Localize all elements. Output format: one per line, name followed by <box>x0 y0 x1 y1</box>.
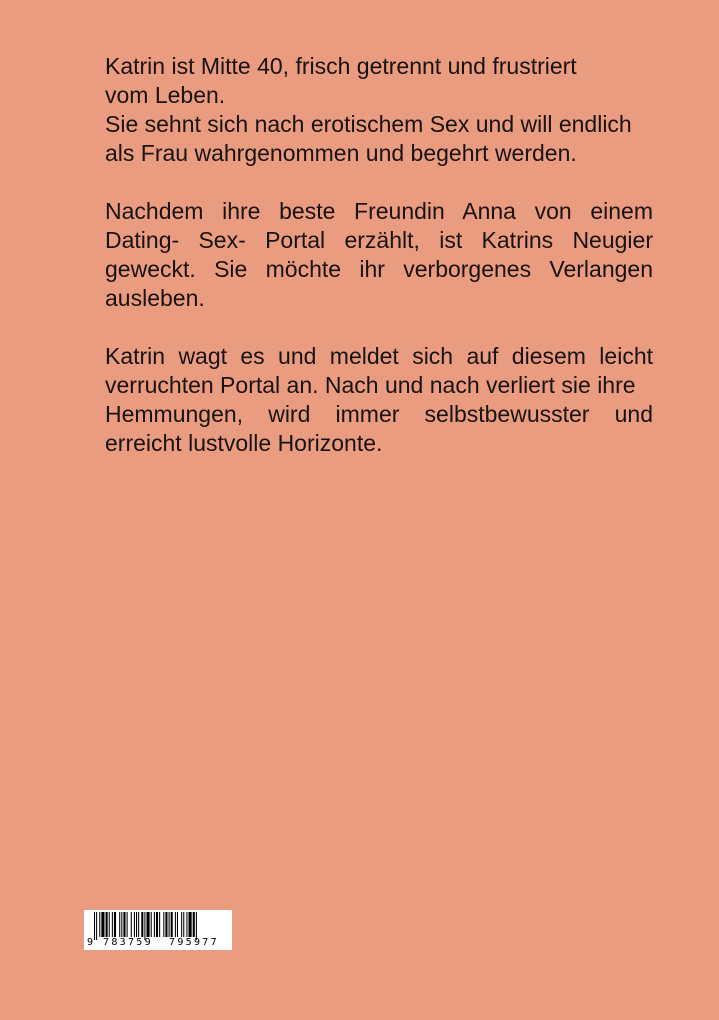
barcode-bar <box>171 912 173 937</box>
blurb-line: verruchten Portal an. Nach und nach verliert sie ihre <box>105 372 636 398</box>
barcode-bar <box>156 912 158 937</box>
barcode-bar <box>134 912 135 937</box>
isbn-barcode <box>84 910 232 950</box>
barcode-digits <box>84 937 232 949</box>
barcode-bar <box>186 912 187 937</box>
blurb-line: Dating- Sex- Portal erzählt, ist Katrins Neugier <box>105 227 653 253</box>
barcode-bar <box>127 912 128 937</box>
barcode-bar <box>163 912 164 937</box>
barcode-bar <box>99 912 100 937</box>
barcode-bar <box>114 912 116 937</box>
barcode-digit-group-left: 783759 <box>103 937 153 948</box>
barcode-bar <box>119 912 120 937</box>
barcode-bar <box>136 912 137 937</box>
barcode-bar <box>196 912 197 940</box>
blurb-paragraph-3 <box>105 342 653 458</box>
barcode-bar <box>181 912 182 937</box>
barcode-bar <box>141 912 143 937</box>
blurb-line: Katrin ist Mitte 40, frisch getrennt und frustriert <box>105 53 577 79</box>
barcode-bar <box>165 912 167 937</box>
barcode-bar <box>151 912 152 937</box>
blurb-paragraph-2 <box>105 197 653 313</box>
barcode-bar <box>112 912 113 937</box>
barcode-bar <box>177 912 178 937</box>
blurb-line: ausleben. <box>105 285 205 311</box>
blurb-line: vom Leben. <box>105 82 226 108</box>
blurb-line: erreicht lustvolle Horizonte. <box>105 430 383 456</box>
blurb-line: Katrin wagt es und meldet sich auf diesem leicht <box>105 343 653 369</box>
barcode-bar <box>106 912 108 937</box>
barcode-bar <box>94 912 95 940</box>
blurb-line: Hemmungen, wird immer selbstbewusster und <box>105 401 653 427</box>
barcode-bar <box>101 912 104 937</box>
barcode-bar <box>175 912 176 937</box>
barcode-bar <box>96 912 97 940</box>
barcode-bar <box>154 912 155 937</box>
barcode-bar <box>109 912 110 937</box>
blurb-text <box>105 52 653 487</box>
barcode-bar <box>147 912 150 937</box>
blurb-line: als Frau wahrgenommen und begehrt werden. <box>105 140 577 166</box>
blurb-line: Nachdem ihre beste Freundin Anna von einem <box>105 198 653 224</box>
blurb-paragraph-1 <box>105 52 653 168</box>
barcode-bar <box>183 912 184 937</box>
barcode-first-digit: 9 <box>87 937 94 948</box>
barcode-bar <box>138 912 139 937</box>
barcode-bar <box>193 912 195 937</box>
barcode-bar <box>169 912 170 937</box>
barcode-bar <box>144 912 145 940</box>
barcode-bar <box>131 912 132 937</box>
barcode-bar <box>121 912 122 937</box>
barcode-bar <box>189 912 192 937</box>
blurb-line: Sie sehnt sich nach erotischem Sex und will endlich <box>105 111 632 137</box>
barcode-bar <box>159 912 160 937</box>
blurb-line: geweckt. Sie möchte ihr verborgenes Verlangen <box>105 256 653 282</box>
barcode-digit-group-right: 795977 <box>169 937 219 948</box>
barcode-bar <box>123 912 125 937</box>
